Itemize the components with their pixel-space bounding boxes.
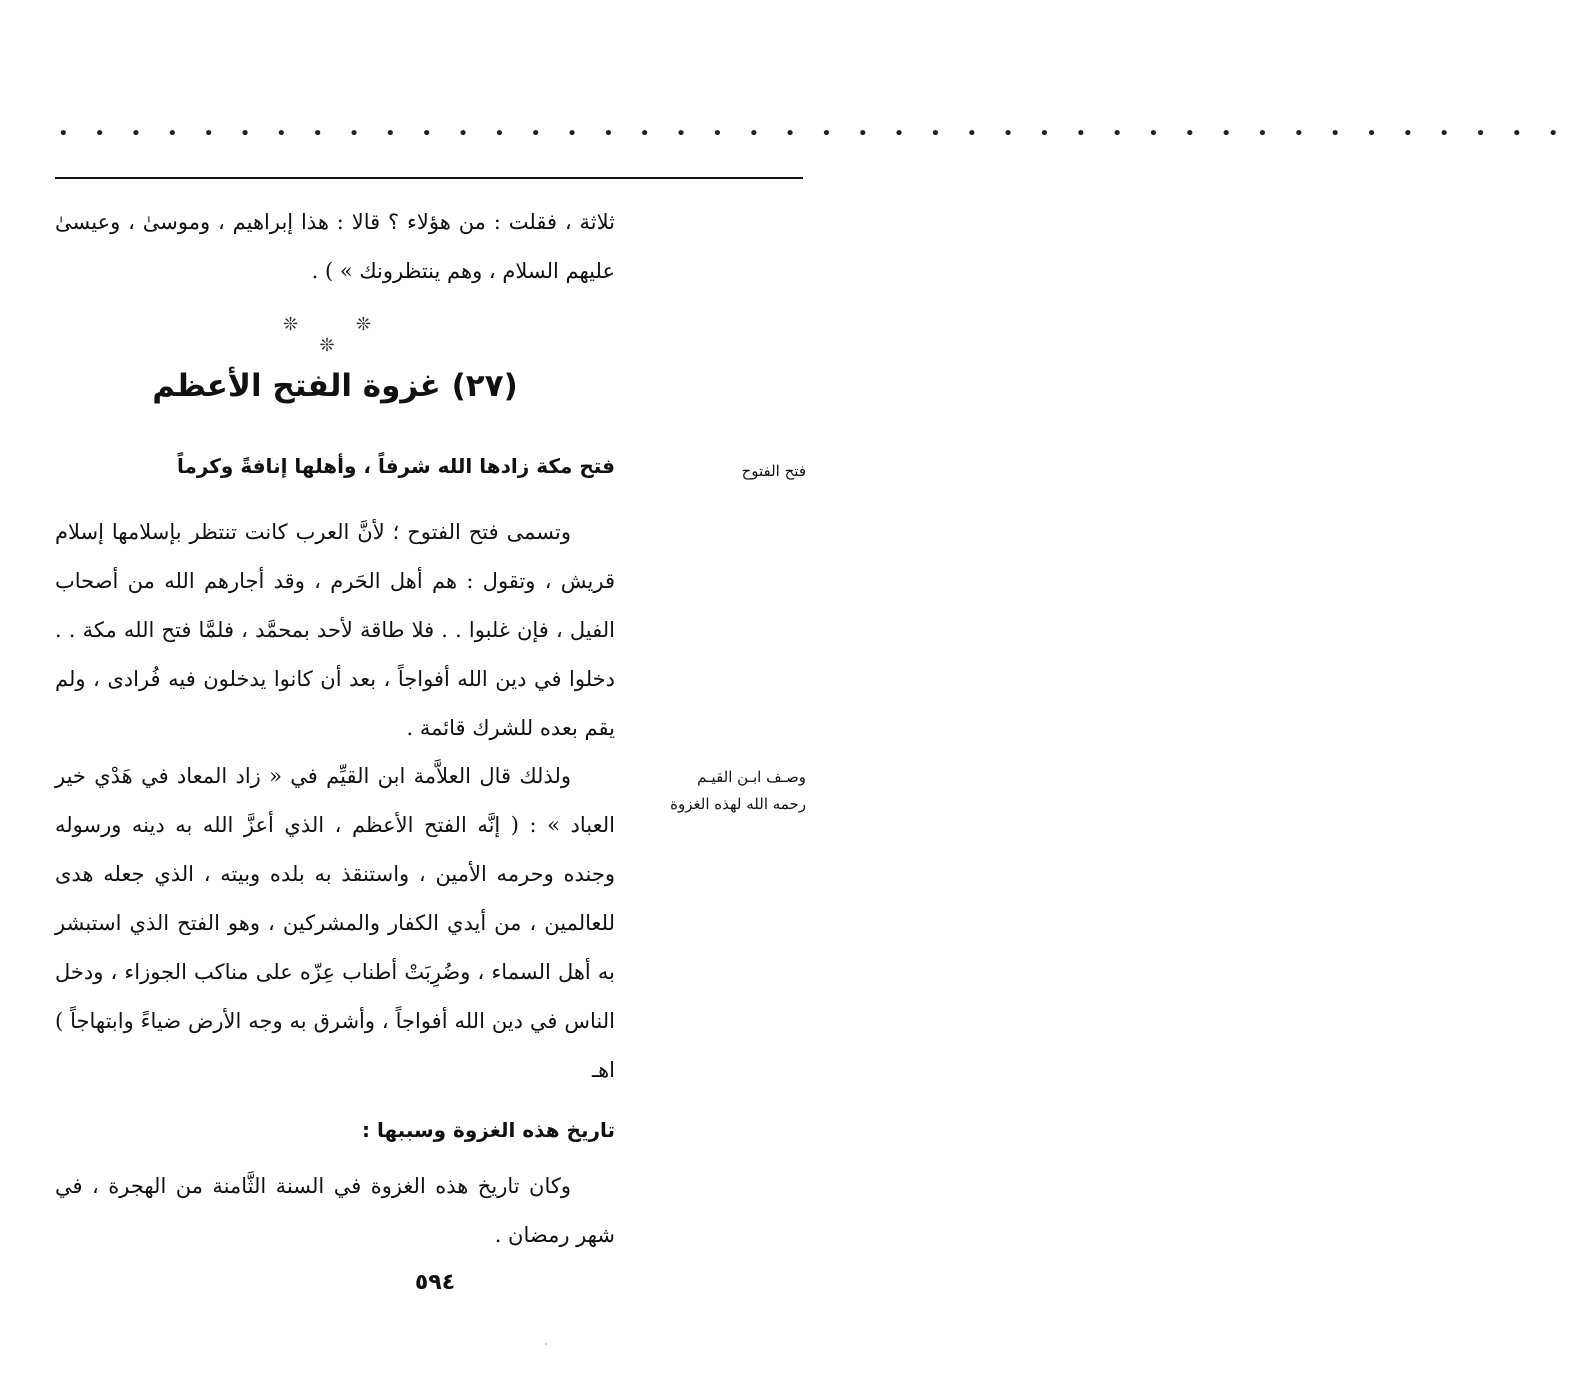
chapter-title: (٢٧) غزوة الفتح الأعظم — [152, 368, 518, 404]
paragraph-fath-alfutuh-text: وتسمى فتح الفتوح ؛ لأنَّ العرب كانت تنتظر بإسلامها إسلام قريش ، وتقول : هم أهل الحَرم ، وقد أجارهم الله من أصحاب الفيل ، فإن غلبوا . . فلا طاقة لأحد بمحمَّد ، فلمَّا فتح الله مكة . . دخلوا في دين الله أفواجاً ، بعد أن كانوا يدخلون فيه فُرادى ، ولم يقم بعده للشرك قائمة . — [55, 520, 615, 740]
margin-note-fath-alfutuh: فتح الفتوح — [741, 462, 806, 480]
paragraph-ibn-alqayyim-text: ولذلك قال العلاَّمة ابن القيِّم في « زاد المعاد في هَدْي خير العباد » : ( إنَّه الفتح الأعظم ، الذي أعزَّ الله به دينه ورسوله وجنده وحرمه الأمين ، واستنقذ به بلده وبيته ، الذي جعله هدى للعالمين ، من أيدي الكفار والمشركين ، وهو الفتح الذي استبشر به أهل السماء ، وضُرِبَتْ أطناب عِزّه على مناكب الجوزاء ، ودخل الناس في دين الله أفواجاً ، وأشرق به وجه الأرض ضياءً وابتهاجاً ) اهـ — [55, 764, 615, 1082]
section-heading-fath-makkah: فتح مكة زادها الله شرفاً ، وأهلها إنافةً وكرماً — [176, 454, 615, 478]
paragraph-fath-alfutuh — [55, 508, 615, 753]
continued-paragraph — [55, 198, 615, 296]
header-dotted-line: • • • • • • • • • • • • • • • • • • • • • • • • • • • • • • • • • • • • • • • • • • — [58, 123, 1569, 144]
header-rule — [55, 177, 803, 179]
section-separator: ❊ ❊ ❊ — [283, 314, 397, 356]
paragraph-date-text: وكان تاريخ هذه الغزوة في السنة الثَّامنة من الهجرة ، في شهر رمضان . — [55, 1174, 615, 1247]
margin-note-line1: وصـف ابـن القيـم — [697, 768, 806, 786]
paragraph-date — [55, 1162, 615, 1260]
section-heading-date-cause: تاريخ هذه الغزوة وسببها : — [361, 1118, 615, 1142]
continued-paragraph-text: ثلاثة ، فقلت : من هؤلاء ؟ قالا : هذا إبراهيم ، وموسىٰ ، وعيسىٰ عليهم السلام ، وهم ينتظرونك » ) . — [55, 210, 615, 283]
page-number: ٥٩٤ — [414, 1270, 456, 1295]
paragraph-ibn-alqayyim — [55, 752, 615, 1095]
scan-speck — [545, 1343, 547, 1345]
margin-note-line2: رحمه الله لهذه الغزوة — [670, 795, 806, 813]
margin-note-ibn-alqayyim — [650, 764, 806, 818]
